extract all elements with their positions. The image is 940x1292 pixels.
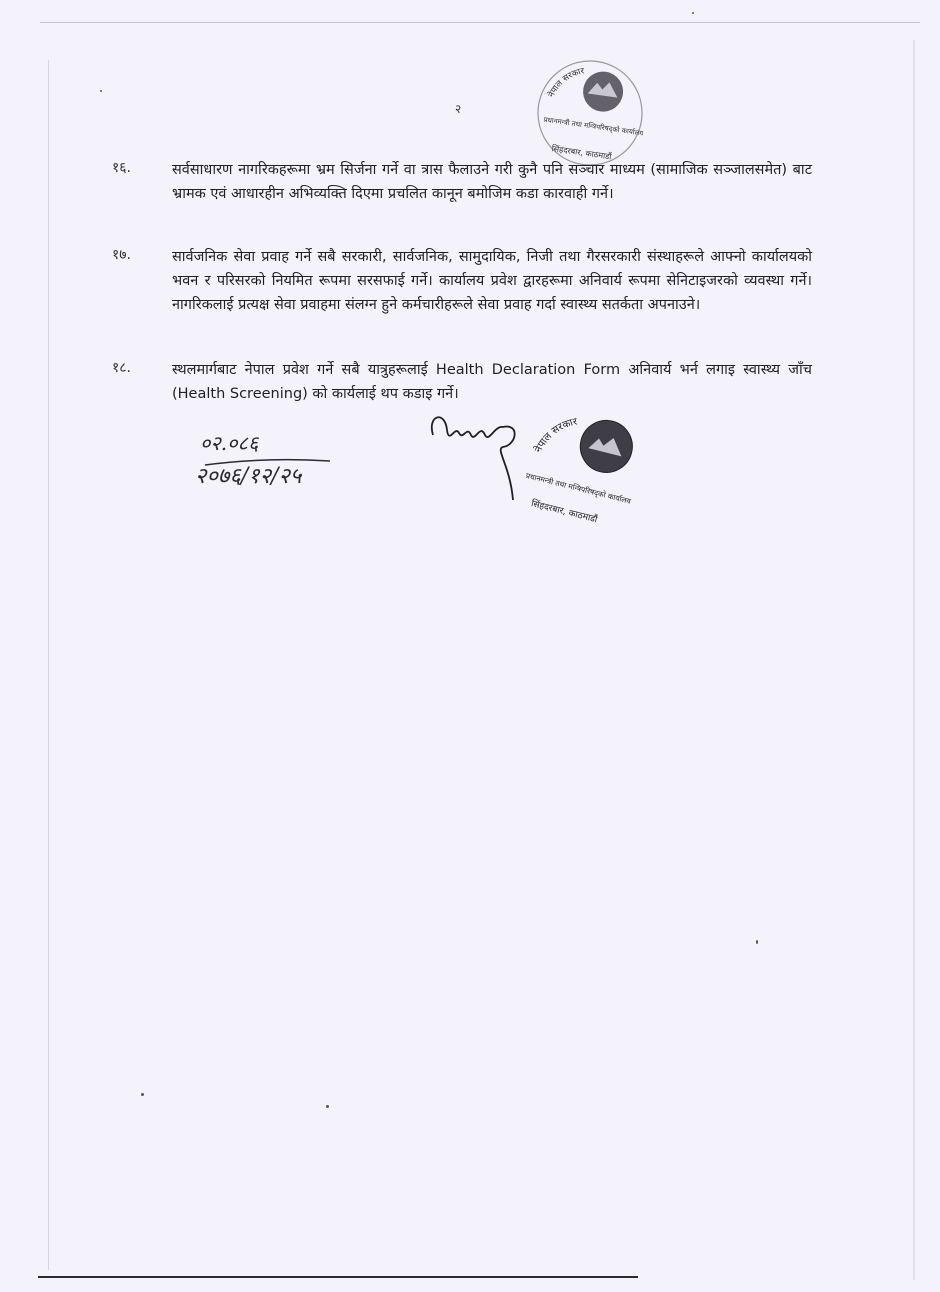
- svg-text:प्रधानमन्त्री तथा मन्त्रिपरिषद: प्रधानमन्त्री तथा मन्त्रिपरिषद्को कार्यालय: [524, 471, 632, 506]
- bottom-rule: [38, 1276, 638, 1278]
- item-text: सर्वसाधारण नागरिकहरूमा भ्रम सिर्जना गर्ने वा त्रास फैलाउने गरी कुनै पनि सञ्चार माध्यम (सामाजिक सञ्जालसमेत) बाट भ्रामक एवं आधारहीन अभिव्यक्ति दिएमा प्रचलित कानून बमोजिम कडा कारवाही गर्ने।: [172, 162, 812, 202]
- handwritten-reference-note: [195, 425, 385, 495]
- scan-speck: [100, 90, 102, 92]
- scan-speck: [326, 1105, 329, 1108]
- list-item-16: [112, 158, 812, 238]
- item-number: १६.: [112, 160, 132, 176]
- page-edge-right: [913, 40, 915, 1280]
- page-edge-left: [48, 60, 49, 1270]
- page-number: २: [455, 102, 462, 116]
- svg-text:प्रधानमन्त्री तथा मन्त्रिपरिषद: प्रधानमन्त्री तथा मन्त्रिपरिषद्को कार्यालय: [543, 115, 644, 138]
- item-text: सार्वजनिक सेवा प्रवाह गर्ने सबै सरकारी, सार्वजनिक, सामुदायिक, निजी तथा गैरसरकारी संस्थाहरूले आफ्नो कार्यालयको भवन र परिसरको नियमित रूपमा सरसफाई गर्ने। कार्यालय प्रवेश द्वारहरूमा अनिवार्य रूपमा सेनिटाइजरको व्यवस्था गर्ने। नागरिकलाई प्रत्यक्ष सेवा प्रवाहमा संलग्न हुने कर्मचारीहरूले सेवा प्रवाह गर्दा स्वास्थ्य सतर्कता अपनाउने।: [172, 249, 812, 313]
- svg-text:०२.०८६: ०२.०८६: [200, 431, 259, 455]
- svg-text:सिंहदरबार, काठमाडौं: सिंहदरबार, काठमाडौं: [529, 499, 599, 526]
- page-edge-top: [40, 22, 920, 23]
- svg-text:नेपाल सरकार: नेपाल सरकार: [546, 66, 586, 100]
- svg-text:नेपाल सरकार: नेपाल सरकार: [533, 416, 579, 455]
- item-text: स्थलमार्गबाट नेपाल प्रवेश गर्ने सबै यात्रुहरूलाई Health Declaration Form अनिवार्य भर्न लगाइ स्वास्थ्य जाँच (Health Screening) को कार्यलाई थप कडाइ गर्ने।: [172, 362, 812, 402]
- scan-speck: [692, 12, 694, 14]
- scan-speck: [141, 1093, 144, 1096]
- scan-speck: [756, 940, 758, 944]
- item-number: १८.: [112, 360, 132, 376]
- svg-text:सिंहदरबार, काठमाडौं: सिंहदरबार, काठमाडौं: [551, 144, 613, 162]
- list-item-17: [112, 245, 812, 355]
- svg-text:२०७६/१२/२५: २०७६/१२/२५: [195, 464, 302, 489]
- office-seal-top: [528, 51, 652, 175]
- item-number: १७.: [112, 247, 132, 263]
